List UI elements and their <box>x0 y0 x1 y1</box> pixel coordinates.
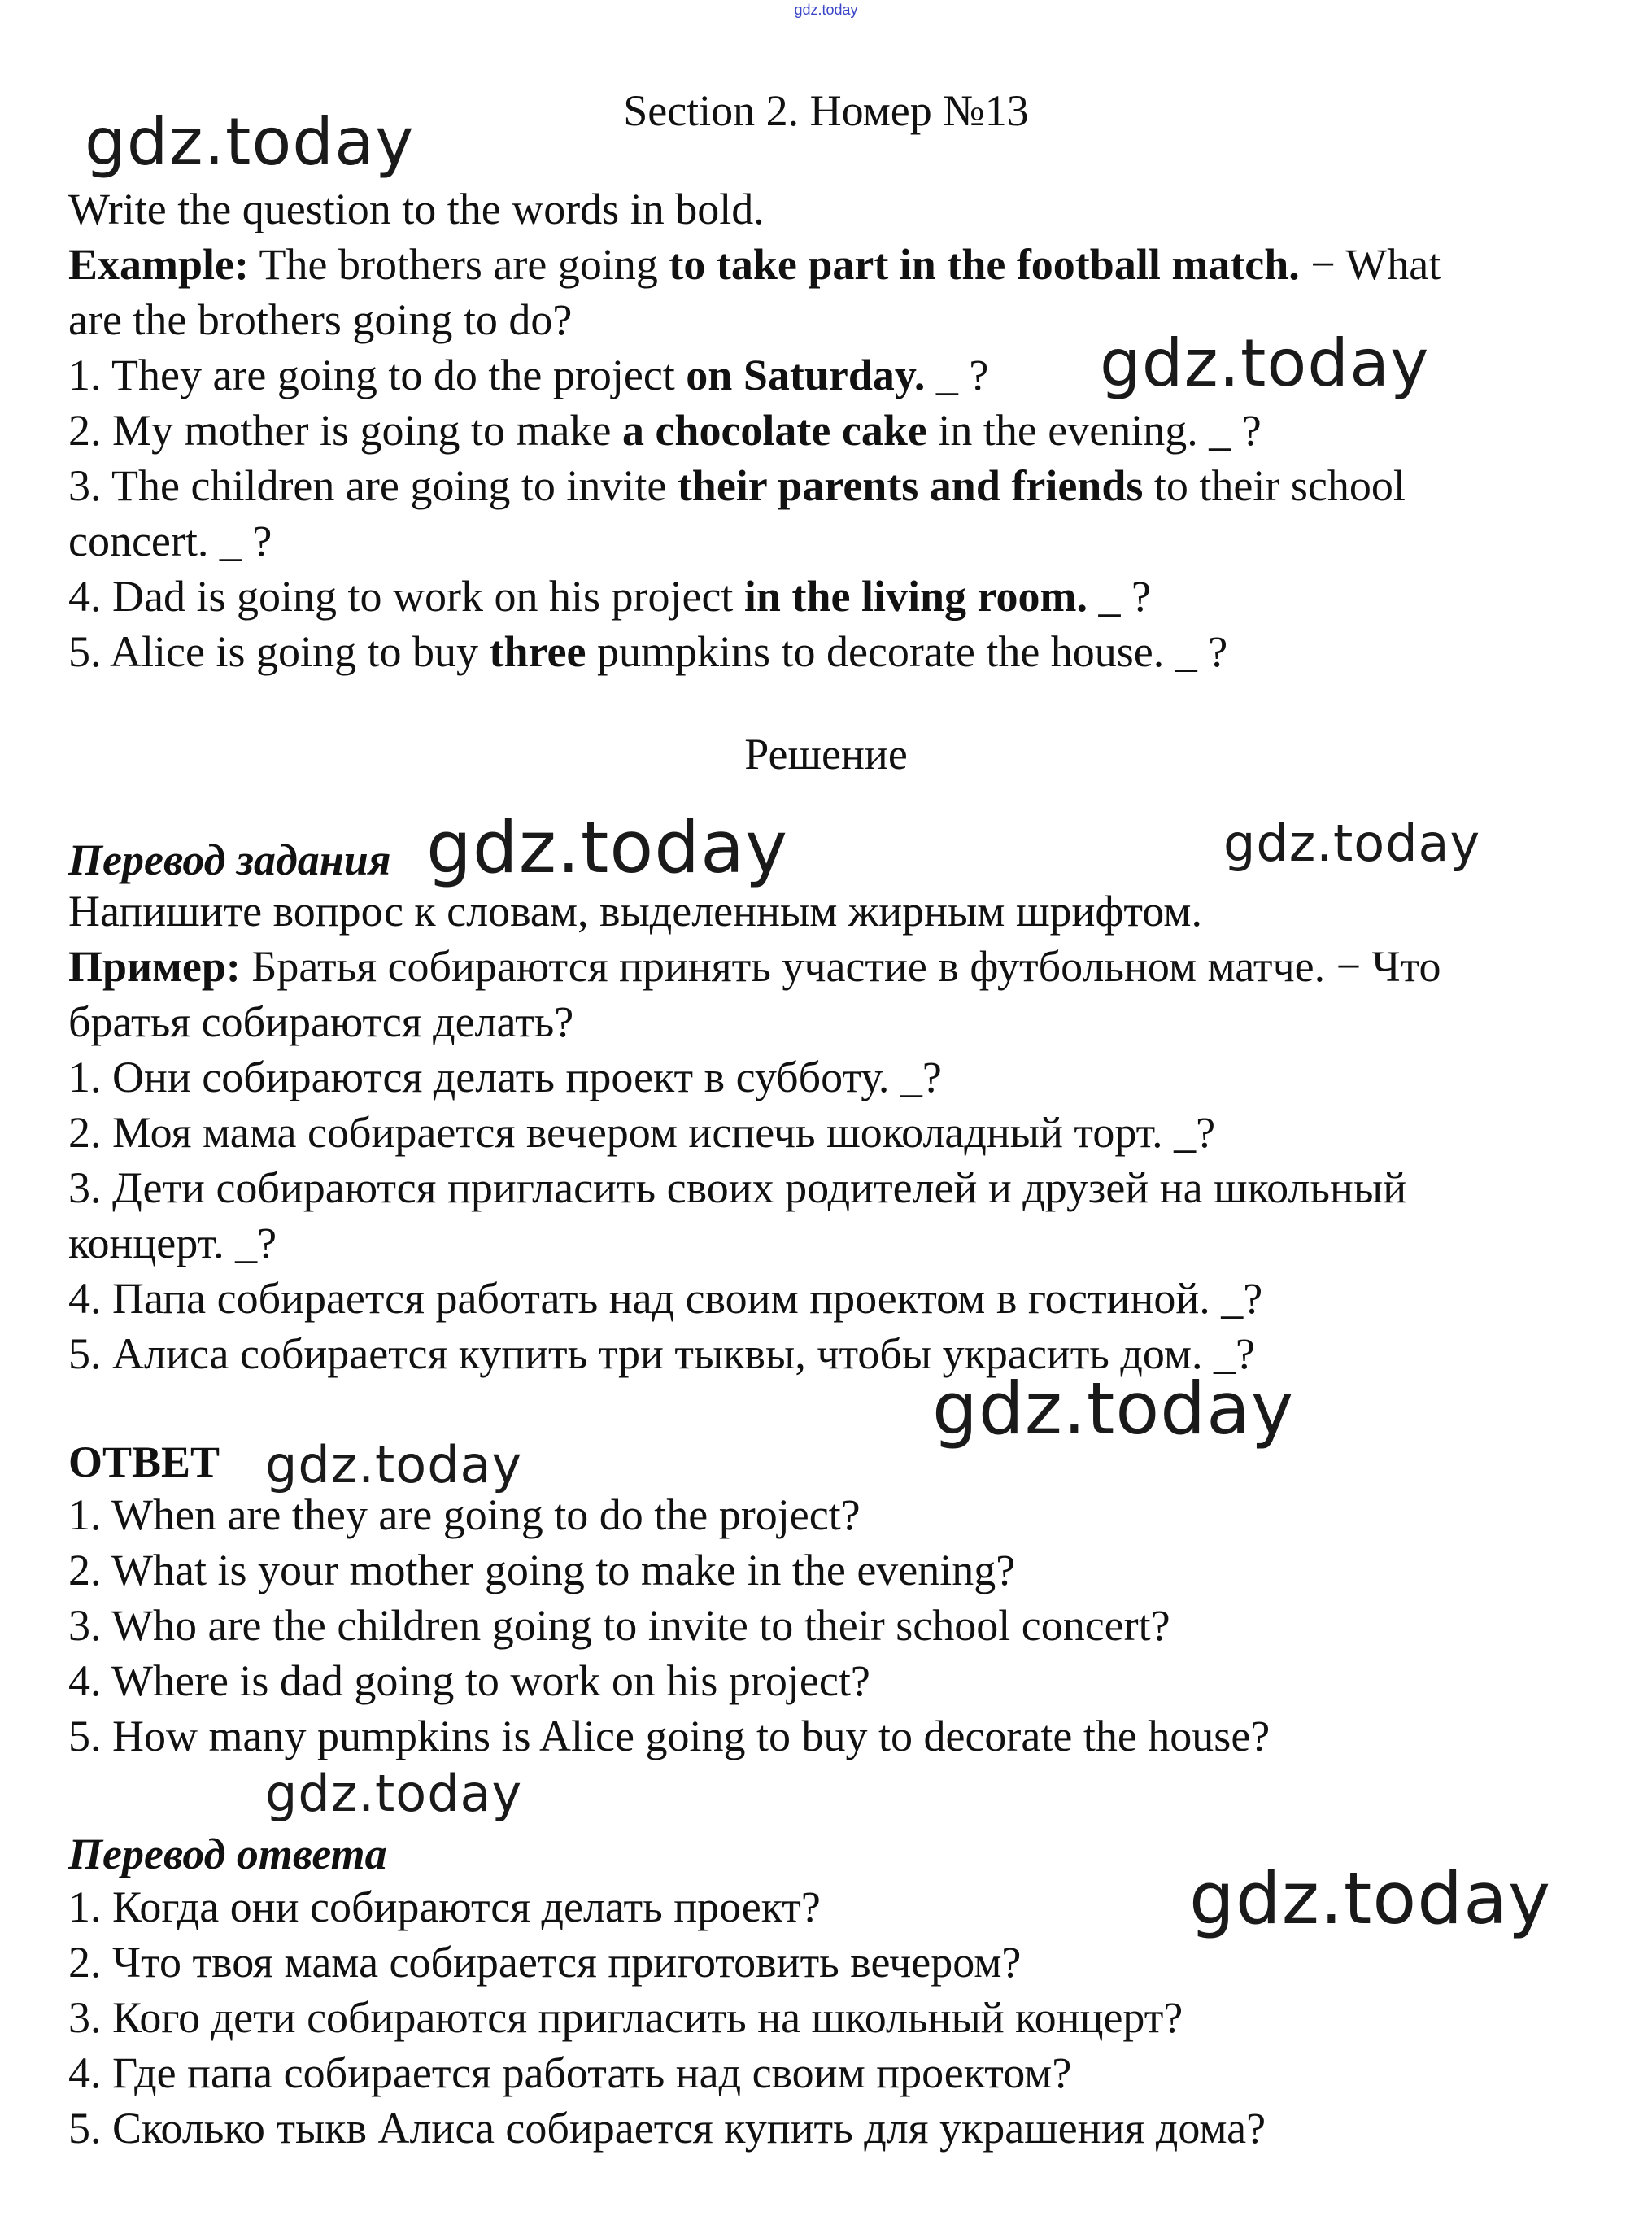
watermark: gdz.today <box>265 1764 523 1823</box>
answer-translation-item: 4. Где папа собирается работать над своим проектом? <box>68 2048 1072 2097</box>
watermark: gdz.today <box>1100 325 1430 401</box>
answer-translation-item: 3. Кого дети собираются пригласить на школьный концерт? <box>68 1993 1183 2042</box>
watermark: gdz.today <box>265 1435 523 1494</box>
translation-item: 4. Папа собирается работать над своим проектом в гостиной. _? <box>68 1274 1263 1323</box>
task-item-text: pumpkins to decorate the house. _ ? <box>586 627 1228 676</box>
answer-item: 4. Where is dad going to work on his project? <box>68 1656 870 1705</box>
watermark: gdz.today <box>426 805 789 889</box>
translation-example-text: Братья собираются принять участие в футбольном матче. − Что <box>240 942 1441 991</box>
answer-translation-item: 1. Когда они собираются делать проект? <box>68 1882 821 1931</box>
task-item <box>68 348 988 402</box>
task-example-line2: are the brothers going to do? <box>68 295 573 344</box>
translation-instruction: Напишите вопрос к словам, выделенным жирным шрифтом. <box>68 887 1202 936</box>
task-item <box>68 404 1262 457</box>
answer-item: 3. Who are the children going to invite to their school concert? <box>68 1601 1170 1650</box>
watermark: gdz.today <box>932 1367 1295 1450</box>
task-item <box>68 459 1406 513</box>
task-item-text: in the evening. _ ? <box>926 406 1262 455</box>
translation-item: 5. Алиса собирается купить три тыквы, чтобы украсить дом. _? <box>68 1329 1256 1378</box>
translation-item: 1. Они собираются делать проект в субботу. _? <box>68 1053 942 1101</box>
task-item-line2: concert. _ ? <box>68 517 272 565</box>
watermark: gdz.today <box>1223 814 1481 873</box>
task-item-text: 3. The children are going to invite <box>68 461 678 510</box>
watermark: gdz.today <box>85 104 415 180</box>
translation-example-line2: братья собираются делать? <box>68 997 574 1046</box>
watermark: gdz.today <box>1189 1856 1552 1940</box>
task-item-text: 4. Dad is going to work on his project <box>68 572 744 621</box>
translation-example-label: Пример: <box>68 942 241 991</box>
answer-item: 2. What is your mother going to make in the evening? <box>68 1546 1016 1594</box>
task-instruction: Write the question to the words in bold. <box>68 185 765 233</box>
example-label: Example: <box>68 240 249 289</box>
task-item-text: 5. Alice is going to buy <box>68 627 490 676</box>
solution-title: Решение <box>744 730 908 779</box>
page-title: Section 2. Номер №13 <box>623 86 1029 135</box>
translation-item: концерт. _? <box>68 1219 277 1267</box>
example-bold: to take part in the football match. <box>669 240 1300 289</box>
top-watermark: gdz.today <box>794 2 858 18</box>
translation-item: 2. Моя мама собирается вечером испечь шоколадный торт. _? <box>68 1108 1216 1157</box>
task-item <box>68 569 1151 623</box>
answer-heading: ОТВЕТ <box>68 1437 220 1486</box>
task-item-text: 2. My mother is going to make <box>68 406 622 455</box>
translation-example <box>68 940 1441 993</box>
task-item-bold: in the living room. <box>743 572 1088 621</box>
task-item-bold: a chocolate cake <box>621 406 927 455</box>
task-item-text: 1. They are going to do the project <box>68 351 687 399</box>
task-item <box>68 625 1227 678</box>
task-item-bold: their parents and friends <box>677 461 1144 510</box>
task-item-bold: on Saturday. <box>686 351 926 399</box>
translation-heading: Перевод задания <box>68 835 391 884</box>
answer-translation-item: 2. Что твоя мама собирается приготовить вечером? <box>68 1938 1022 1987</box>
answer-translation-item: 5. Сколько тыкв Алиса собирается купить для украшения дома? <box>68 2104 1266 2153</box>
translation-item: 3. Дети собираются пригласить своих родителей и друзей на школьный <box>68 1163 1407 1212</box>
task-example <box>68 238 1441 291</box>
answer-translation-heading: Перевод ответа <box>68 1830 387 1878</box>
task-item-text: _ ? <box>925 351 989 399</box>
task-item-text: to their school <box>1143 461 1406 510</box>
task-item-text: _ ? <box>1087 572 1151 621</box>
task-item-bold: three <box>489 627 586 676</box>
example-text-after: − What <box>1299 240 1441 289</box>
answer-item: 5. How many pumpkins is Alice going to buy to decorate the house? <box>68 1712 1271 1760</box>
answer-item: 1. When are they are going to do the project? <box>68 1490 861 1539</box>
example-text-before: The brothers are going <box>249 240 669 289</box>
